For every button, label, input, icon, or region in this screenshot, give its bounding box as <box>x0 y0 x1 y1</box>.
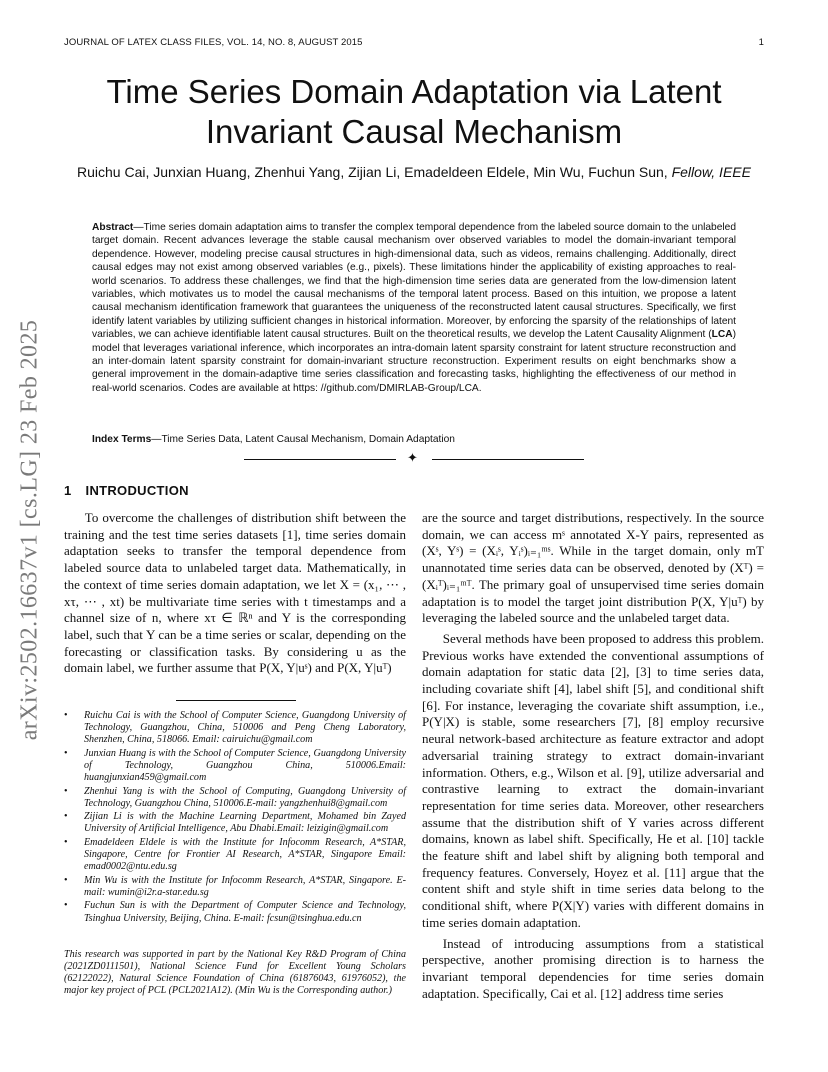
section-number: 1 <box>64 483 72 498</box>
section-heading <box>64 483 189 498</box>
footnote-item: • Zijian Li is with the Machine Learning Department, Mohamed bin Zayed University of Artificial Intelligence, Abu Dhabi.Email: leizigin@gmail.com <box>64 811 406 835</box>
abstract-text-end: ) model that leverages variational inference, which incorporates an intra-domain latent sparsity constraint for latent structure reconstruction and an inter-domain latent sparsity constraint for domain-invariant structure reconstruction. Experiment results on eight benchmarks show a general improvement in the domain-adaptive time series classification and forecasting tasks, highlighting the effectiveness of our method in real-world scenarios. Codes are available at https: //github.com/DMIRLAB-Group/LCA. <box>92 329 736 394</box>
intro-paragraph-continued: are the source and target distributions, respectively. In the source domain, we can access mˢ annotated X-Y pairs, represented as (Xˢ, Yˢ) = (Xᵢˢ, Yᵢˢ)ᵢ₌₁ᵐˢ. While in the target domain, only mT unannotated time series data can be observed, denoted by (Xᵀ) = (Xᵢᵀ)ᵢ₌₁ᵐᵀ. The primary goal of unsupervised time series domain adaptation is to model the target joint distribution P(X, Y|uᵀ) by leveraging the labeled source and the unlabeled target data. <box>422 510 764 626</box>
author-names: Ruichu Cai, Junxian Huang, Zhenhui Yang, Zijian Li, Emadeldeen Eldele, Min Wu, Fuchun Sun, <box>77 164 668 180</box>
index-terms-label: Index Terms <box>92 434 152 445</box>
author-fellow-suffix: Fellow, IEEE <box>671 164 751 180</box>
left-column <box>64 510 406 677</box>
footnote-item: • Ruichu Cai is with the School of Computer Science, Guangdong University of Technology, Guangzhou, China, 510006 and Peng Cheng Laboratory, Shenzhen, China, 518066. Email: cairuichu@gmail.com <box>64 710 406 746</box>
intro-paragraph-1: To overcome the challenges of distribution shift between the training and the test time series datasets [1], time series domain adaptation seeks to transfer the temporal dependence from labeled source data to unlabeled target data. Mathematically, in the context of time series domain adaptation, we let X = (x₁, ⋯ , xτ, ⋯ , xt) be multivariate time series with t timestamps and a channel size of n, where xτ ∈ ℝⁿ and Y is the corresponding label, such that Y can be a time series or scalar, depending on the forecasting or classification tasks. By considering u as the domain label, we further assume that P(X, Y|uˢ) and P(X, Y|uᵀ) <box>64 510 406 676</box>
separator-diamond-icon: ✦ <box>407 451 418 466</box>
section-separator <box>244 452 584 468</box>
separator-line-left <box>244 459 396 460</box>
intro-paragraph-2: Several methods have been proposed to address this problem. Previous works have extended the conventional assumptions of domain adaptation for static data [2], [3] to time series data, including covariate shift [4], label shift [5], and conditional shift [6]. For instance, leveraging the covariate shift assumption, i.e., P(Y|X) is stable, some researchers [7], [8] employ recursive neural network-based architecture as feature extractor and adopt adversarial training strategy to extract domain-invariant information. Others, e.g., Wilson et al. [9], utilize adversarial and contrastive learning to extract the domain-invariant representation for time series data. Moreover, other researchers assume that the distribution shift of Y varies across different domains, known as label shift. Specifically, He et al. [10] tackle the feature shift and label shift by aligning both temporal and frequency features. Conversely, Hoyez et al. [11] argue that the content shift and style shift in time series data belong to the conditional shift, where P(X|Y) varies with different domains in time series domain adaptation. <box>422 630 764 930</box>
page-number: 1 <box>758 37 764 48</box>
footnote-item: • Min Wu is with the Institute for Infocomm Research, A*STAR, Singapore. E-mail: wumin@i2r.a-star.edu.sg <box>64 875 406 899</box>
footnote-item: • Fuchun Sun is with the Department of Computer Science and Technology, Tsinghua University, Beijing, China. E-mail: fcsun@tsinghua.edu.cn <box>64 900 406 924</box>
footnote-item: • Zhenhui Yang is with the School of Computing, Guangdong University of Technology, Guangzhou China, 510006.E-mail: yangzhenhui8@gmail.com <box>64 786 406 810</box>
index-terms-text: —Time Series Data, Latent Causal Mechanism, Domain Adaptation <box>151 434 455 445</box>
abstract-model-name: LCA <box>711 329 733 341</box>
footnote-rule <box>176 700 296 701</box>
funding-note: This research was supported in part by the National Key R&D Program of China (2021ZD0111501), National Science Fund for Excellent Young Scholars (62122022), Natural Science Foundation of China (61876043, 61976052), the major key project of PCL (PCL2021A12). (Min Wu is the Corresponding author.) <box>64 949 406 997</box>
abstract-text: —Time series domain adaptation aims to transfer the complex temporal dependence from the labeled source domain to the unlabeled target domain. Recent advances leverage the stable causal mechanism over observed variables to model the domain-invariant temporal dependence. However, modeling precise causal structures in high-dimensional data, such as videos, remains challenging. Additionally, direct causal edges may not exist among observed variables (e.g., pixels). These limitations hinder the applicability of existing approaches to real-world scenarios. To address these challenges, we find that the high-dimension time series data are generated from the low-dimension latent variables, which motivates us to model the causal mechanisms of the temporal latent process. Based on this intuition, we propose a latent causal mechanism identification framework that guarantees the uniqueness of the reconstructed latent causal structures. Specifically, we first identify latent variables by utilizing sufficient changes in historical information. Moreover, by enforcing the sparsity of the relationships of latent variables, we can achieve identifiable latent causal structures. Built on the theoretical results, we develop the Latent Causality Alignment ( <box>92 222 736 341</box>
section-title: INTRODUCTION <box>85 483 189 498</box>
right-column <box>422 510 764 1002</box>
arxiv-stamp-text: arXiv:2502.16637v1 [cs.LG] 23 Feb 2025 <box>16 319 43 741</box>
author-list <box>70 163 758 181</box>
separator-line-right <box>432 459 584 460</box>
arxiv-stamp <box>6 290 54 770</box>
abstract-label: Abstract <box>92 222 134 233</box>
abstract <box>92 221 736 395</box>
footnote-item: • Junxian Huang is with the School of Computer Science, Guangdong University of Technology, Guangzhou China, 510006.Email: huangjunxian459@gmail.com <box>64 748 406 784</box>
index-terms <box>92 433 736 446</box>
affiliation-footnotes <box>64 710 406 926</box>
footnote-item: • Emadeldeen Eldele is with the Institute for Infocomm Research, A*STAR, Singapore, Centre for Frontier AI Research, A*STAR, Singapore Email: emad0002@ntu.edu.sg <box>64 837 406 873</box>
intro-paragraph-3: Instead of introducing assumptions from a statistical perspective, another promising direction is to harness the invariant temporal dependencies for time series domain adaptation. Specifically, Cai et al. [12] address time series <box>422 935 764 1001</box>
paper-title: Time Series Domain Adaptation via Latent Invariant Causal Mechanism <box>106 73 722 150</box>
running-header: JOURNAL OF LATEX CLASS FILES, VOL. 14, NO. 8, AUGUST 2015 <box>64 37 363 48</box>
